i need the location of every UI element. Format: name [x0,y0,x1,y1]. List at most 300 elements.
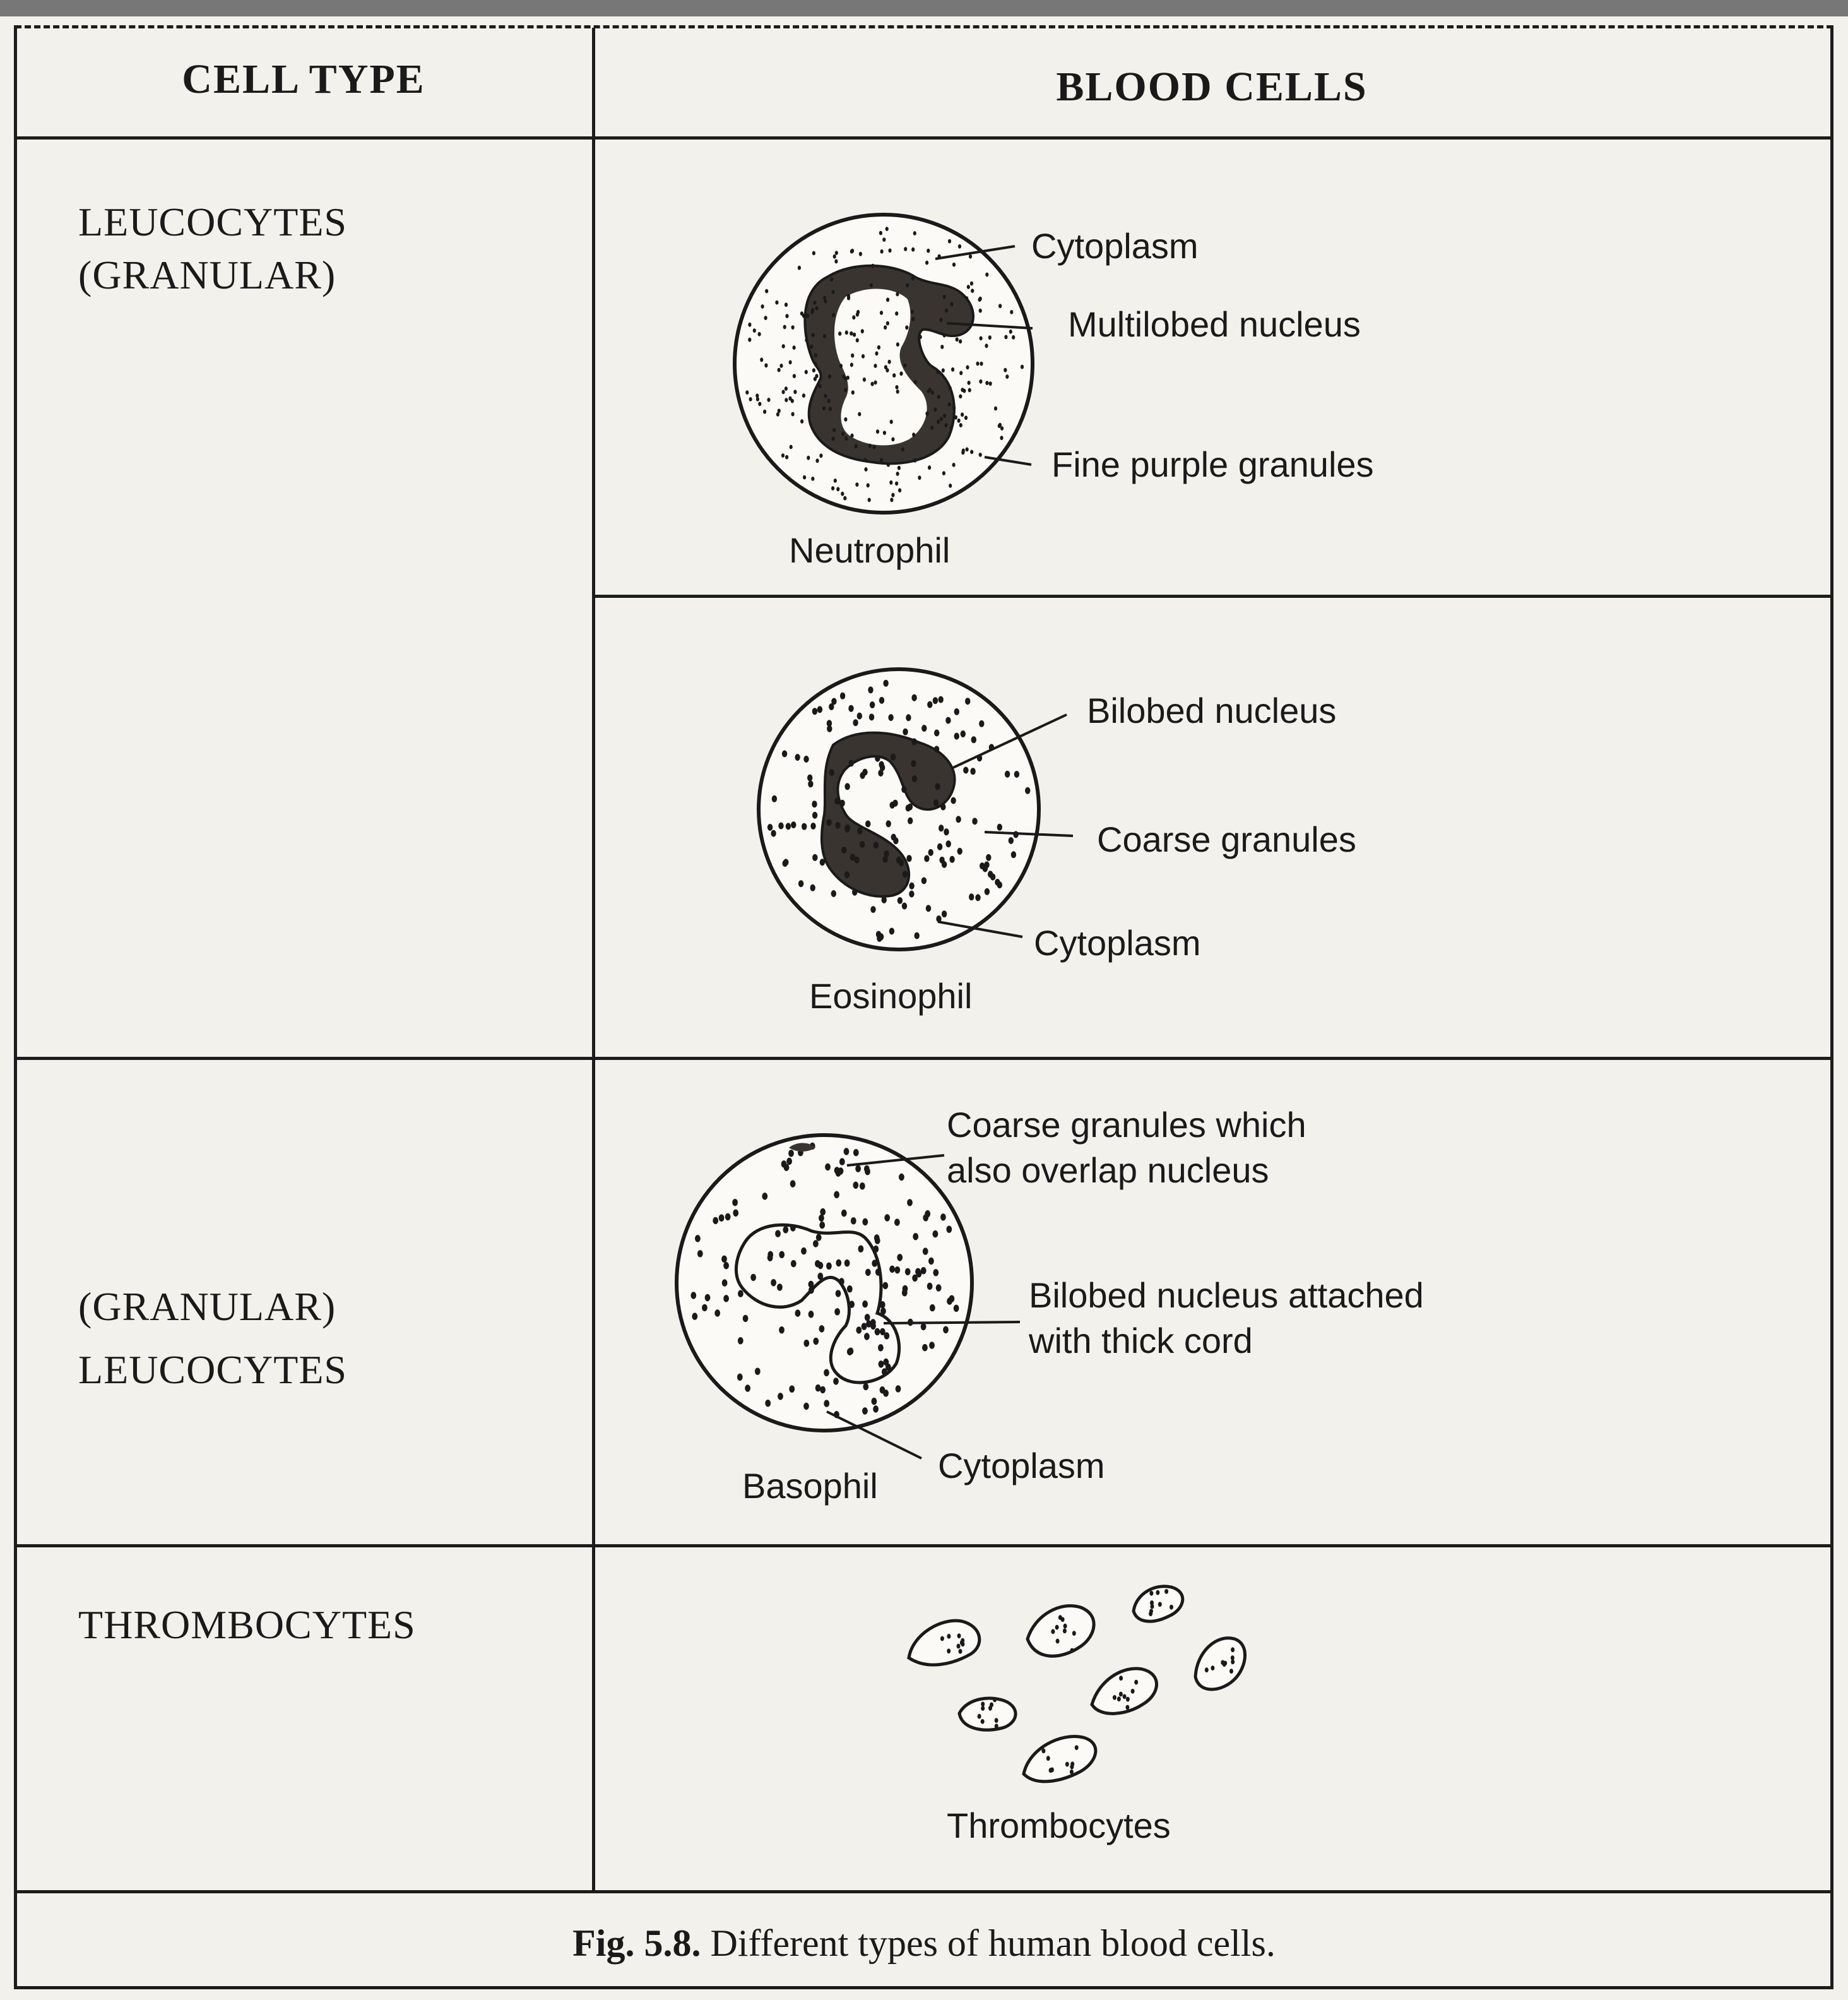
neutrophil-granule [901,448,904,452]
platelet-granule [990,1703,993,1708]
platelet-granule [1119,1676,1123,1681]
neutrophil-granule [959,371,962,376]
basophil-granule [818,1262,824,1269]
neutrophil-granule [831,290,834,294]
neutrophil-granule [895,482,898,486]
neutrophil-granule [785,386,788,391]
neutrophil-granule [823,334,826,338]
platelet-granule [1065,1762,1069,1767]
platelet-granule [1070,1648,1074,1653]
basophil-granule [889,1266,895,1273]
basophil-granule [882,1282,888,1289]
neutrophil-granule [925,261,928,265]
neutrophil-granule [753,328,756,333]
neutrophil-granule [952,263,956,267]
basophil-granule [863,1383,868,1390]
basophil-granule [923,1214,928,1221]
basophil-granule [745,1384,750,1391]
eosinophil-name: Eosinophil [809,976,973,1016]
eosinophil-granule [844,871,850,878]
neutrophil-granule [886,368,889,372]
neutrophil-granule [879,231,882,235]
basophil-granule [819,1222,825,1229]
platelet-granule [1063,1624,1067,1629]
neutrophil-label-fine-purple-granules: Fine purple granules [1051,444,1374,484]
eosinophil-granule [1009,837,1014,844]
neutrophil-granule [1005,374,1009,379]
neutrophil-granule [745,390,749,395]
platelet-granule [947,1648,951,1653]
platelet-granule [1063,1629,1067,1634]
neutrophil-granule [952,406,956,410]
basophil-granule [820,1386,826,1393]
neutrophil-granule [905,325,908,330]
neutrophil-granule [891,437,894,442]
neutrophil-granule [1004,368,1007,372]
platelet-granule [1131,1689,1135,1694]
basophil-granule [849,1301,855,1307]
neutrophil-granule [790,445,793,449]
neutrophil-granule [942,471,945,475]
neutrophil-label-cytoplasm: Cytoplasm [1031,226,1199,266]
eosinophil-granule [891,834,896,841]
neutrophil-granule [835,251,838,255]
caption-text: Different types of human blood cells. [710,1922,1276,1964]
basophil-granule [783,1226,788,1233]
neutrophil-granule [937,370,940,374]
neutrophil-granule [919,335,922,339]
basophil-granule [896,1385,901,1392]
thrombocytes-group [909,1586,1245,1782]
platelet-granule [1125,1705,1129,1710]
eosinophil-granule [903,871,908,878]
neutrophil-granule [891,493,894,497]
eosinophil-granule [857,828,862,835]
eosinophil-granule [934,730,939,737]
basophil-granule [755,1368,761,1375]
eosinophil-granule [812,812,817,819]
neutrophil-granule [844,417,847,422]
neutrophil-granule [889,480,892,485]
neutrophil-granule [838,331,841,336]
eosinophil-granule [972,818,977,824]
eosinophil-granule [970,768,975,775]
neutrophil-granule [844,436,848,441]
eosinophil-granule [908,804,913,811]
basophil-granule [907,1199,913,1206]
platelet-granule [1050,1768,1054,1773]
eosinophil-granule [901,786,906,793]
eosinophil-granule [848,760,853,767]
neutrophil-granule [989,381,992,386]
eosinophil-granule [883,680,888,687]
basophil-granule [865,1168,870,1175]
neutrophil-granule [815,458,819,463]
neutrophil-granule [952,463,956,467]
basophil-granule [779,1251,785,1258]
neutrophil-granule [782,390,785,395]
platelet-granule [961,1641,964,1646]
neutrophil-granule [985,381,988,385]
eosinophil-granule [984,861,989,868]
platelet-granule [1119,1692,1123,1697]
basophil-granule [824,1369,829,1376]
basophil-granule [777,1283,783,1290]
neutrophil-granule [791,325,795,330]
eosinophil-granule [971,736,976,743]
eosinophil-granule [831,890,836,897]
eosinophil-granule [868,686,873,693]
neutrophil-granule [748,323,751,327]
eosinophil-granule [949,856,954,863]
eosinophil-granule [979,720,984,727]
eosinophil-granule [812,801,817,807]
neutrophil-granule [760,358,763,362]
eosinophil-granule [924,855,929,862]
basophil-granule [836,1259,841,1266]
neutrophil-granule [913,231,916,235]
eosinophil-granule [865,821,870,828]
basophil-granule [936,1284,942,1291]
neutrophil-granule [967,285,970,289]
basophil-granule [795,1309,801,1316]
eosinophil-granule [877,935,882,942]
basophil-granule [714,1309,720,1316]
platelet-granule [978,1714,981,1719]
platelet-2 [1028,1606,1094,1657]
neutrophil-granule [812,368,815,372]
basophil-granule [897,1254,903,1261]
neutrophil-granule [748,338,751,342]
basophil-granule [725,1213,731,1220]
eosinophil-granule [940,804,945,811]
eosinophil-granule [954,708,959,715]
eosinophil-granule [848,705,853,712]
eosinophil-label-cytoplasm: Cytoplasm [1034,923,1201,963]
neutrophil-granule [813,301,816,305]
neutrophil-granule [979,309,982,313]
eosinophil-granule [1011,851,1016,858]
neutrophil-granule [940,345,944,349]
eosinophil-granule [778,823,783,830]
neutrophil-granule [779,364,783,368]
neutrophil-granule [887,463,890,467]
neutrophil-granule [943,414,946,418]
neutrophil-granule [841,492,844,496]
neutrophil-granule [850,363,853,367]
neutrophil-granule [850,249,853,254]
basophil-granule [778,1393,783,1400]
neutrophil-granule [805,370,808,374]
neutrophil-granule [962,448,965,453]
neutrophil-granule [930,426,933,430]
basophil-cell [677,1135,972,1431]
basophil-granule [927,1283,933,1290]
eosinophil-granule [911,760,916,767]
row3-cell-type-line1: THROMBOCYTES [78,1602,416,1647]
eosinophil-granule [954,733,959,740]
neutrophil-granule [954,415,957,420]
neutrophil-granule [883,431,886,435]
basophil-granule [789,1386,795,1393]
eosinophil-granule [951,797,956,804]
neutrophil-granule [944,423,947,427]
neutrophil-granule [843,496,846,501]
basophil-granule [788,1150,794,1157]
neutrophil-granule [862,354,865,359]
neutrophil-granule [819,453,822,458]
platelet-granule [1231,1655,1235,1660]
eosinophil-granule [889,928,894,935]
neutrophil-granule [814,362,817,367]
basophil-granule [878,1344,884,1351]
neutrophil-granule [988,335,992,340]
neutrophil-granule [815,306,819,311]
eosinophil-granule [857,713,862,720]
neutrophil-granule [793,374,796,378]
neutrophil-granule [951,367,954,372]
neutrophil-granule [765,289,768,294]
eosinophil-granule [956,816,961,823]
neutrophil-granule [871,382,874,386]
basophil-granule [820,1208,826,1215]
neutrophil-granule [945,309,948,313]
eosinophil-granule [896,857,901,864]
neutrophil-granule [968,388,971,393]
eosinophil-granule [909,891,914,898]
neutrophil-granule [785,302,788,307]
basophil-granule [872,1398,877,1405]
eosinophil-granule [798,880,803,887]
basophil-granule [813,1240,819,1247]
neutrophil-granule [903,364,906,368]
neutrophil-granule [880,249,884,254]
neutrophil-granule [814,377,817,381]
neutrophil-granule [841,432,844,436]
neutrophil-granule [855,482,858,487]
basophil-name: Basophil [742,1466,878,1506]
eosinophil-granule [844,783,850,790]
neutrophil-granule [812,333,815,337]
eosinophil-granule [808,780,813,787]
neutrophil-granule [896,342,899,347]
basophil-granule [865,1269,871,1276]
basophil-granule [762,1193,767,1199]
basophil-granule [880,1301,886,1308]
basophil-granule [875,1328,880,1335]
platelet-1 [909,1621,980,1665]
row1-cell-type-line1: LEUCOCYTES [78,199,347,244]
neutrophil-granule [950,426,953,430]
basophil-granule [801,1247,807,1254]
neutrophil-granule [870,283,873,288]
basophil-granule [733,1210,738,1217]
neutrophil-granule [911,310,914,314]
eosinophil-granule [933,697,938,704]
basophil-granule [922,1344,928,1351]
neutrophil-granule [785,455,788,460]
platelet-granule [981,1706,985,1711]
neutrophil-granule [814,353,817,357]
eosinophil-granule [997,824,1002,831]
eosinophil-granule [990,874,995,881]
basophil-granule [882,1368,887,1375]
eosinophil-granule [946,840,951,847]
neutrophil-granule [749,397,752,402]
neutrophil-granule [980,336,983,341]
neutrophil-granule [856,338,859,343]
neutrophil-granule [861,329,864,333]
eosinophil-granule [882,856,887,863]
eosinophil-granule [853,719,858,726]
eosinophil-granule [986,854,991,861]
neutrophil-granule [976,362,979,366]
basophil-granule [883,1390,889,1396]
neutrophil-granule [971,289,974,293]
eosinophil-granule [772,795,777,802]
basophil-granule [930,1304,935,1311]
neutrophil-granule [899,371,903,376]
basophil-granule [940,1213,946,1220]
platelet-granule [1164,1589,1168,1594]
basophil-granule [817,1273,823,1280]
neutrophil-granule [939,318,942,322]
basophil-granule [732,1199,738,1206]
basophil-label-coarse-granules-1: Coarse granules which [947,1105,1306,1145]
neutrophil-granule [994,407,997,411]
neutrophil-granule [912,432,915,437]
eosinophil-granule [1014,771,1019,778]
platelet-granule [1123,1694,1127,1699]
eosinophil-granule [810,823,815,830]
basophil-granule [825,1164,831,1170]
neutrophil-granule [855,444,858,448]
neutrophil-granule [758,332,761,336]
neutrophil-granule [928,465,931,470]
neutrophil-granule [836,487,839,491]
neutrophil-granule [833,254,836,259]
basophil-granule [767,1254,773,1261]
eosinophil-granule [882,896,887,903]
eosinophil-granule [897,897,903,904]
basophil-granule [862,1407,868,1414]
neutrophil-granule [898,488,901,492]
eosinophil-granule [911,738,916,745]
neutrophil-granule [767,398,770,402]
caption-fig-number: Fig. 5.8. [572,1922,701,1964]
neutrophil-granule [896,292,899,297]
neutrophil-granule [892,373,896,378]
neutrophil-granule [980,362,983,366]
eosinophil-granule [933,799,939,806]
basophil-granule [815,1384,821,1391]
neutrophil-granule [890,420,893,424]
basophil-granule [713,1217,718,1224]
platelet-granule [995,1723,998,1729]
figure-caption [0,1922,1848,1965]
eosinophil-granule [1005,771,1010,778]
neutrophil-granule [877,345,880,350]
basophil-granule [721,1256,727,1263]
platelet-granule [947,1634,951,1639]
neutrophil-granule [913,458,916,463]
basophil-label-bilobed-nucleus-1: Bilobed nucleus attached [1029,1275,1424,1315]
basophil-granule [705,1294,711,1301]
platelet-granule [1046,1756,1050,1761]
platelet-granule [1158,1602,1162,1607]
basophil-granule [816,1234,822,1241]
neutrophil-granule [943,295,946,299]
neutrophil-granule [868,444,872,448]
basophil-granule [862,1301,868,1307]
eosinophil-granule [937,843,942,850]
neutrophil-granule [937,420,940,424]
platelet-granule [1151,1604,1154,1609]
platelet-4 [1195,1638,1245,1689]
neutrophil-name: Neutrophil [789,530,951,570]
basophil-granule [722,1279,728,1286]
neutrophil-granule [785,398,788,402]
neutrophil-granule [1000,426,1004,431]
neutrophil-granule [863,378,866,382]
eosinophil-granule [802,823,807,830]
eosinophil-granule [909,883,914,890]
neutrophil-granule [845,330,848,335]
neutrophil-granule [886,321,889,326]
neutrophil-granule [810,345,813,349]
eosinophil-granule [939,696,944,703]
neutrophil-granule [959,339,962,343]
basophil-granule [874,1234,880,1241]
neutrophil-granule [874,381,877,385]
eosinophil-granule [935,783,940,790]
neutrophil-granule [886,297,889,302]
eosinophil-granule [852,889,857,896]
eosinophil-granule [985,888,990,895]
neutrophil-granule [868,498,871,503]
eosinophil-granule [817,706,822,713]
basophil-granule [921,1267,927,1274]
eosinophil-granule [834,797,839,804]
basophil-granule [738,1290,743,1297]
basophil-granule [902,1289,908,1296]
basophil-granule [690,1292,696,1299]
platelet-6 [959,1698,1016,1730]
neutrophil-granule [850,434,853,438]
basophil-granule [862,1218,868,1225]
platelet-granule [1072,1631,1076,1636]
basophil-granule [860,1182,865,1189]
basophil-granule [905,1268,911,1275]
eosinophil-granule [875,755,880,762]
neutrophil-granule [970,450,973,455]
platelet-granule [1117,1696,1121,1701]
eosinophil-label-bilobed-nucleus: Bilobed nucleus [1087,691,1337,730]
neutrophil-granule [906,283,909,288]
neutrophil-granule [832,313,835,318]
basophil-granule [899,1174,904,1181]
eosinophil-granule [860,841,865,848]
neutrophil-granule [880,458,883,462]
neutrophil-granule [890,497,893,502]
basophil-granule [839,1278,844,1285]
platelet-granule [1113,1695,1116,1700]
neutrophil-granule [810,310,814,314]
basophil-granule [839,1158,845,1165]
neutrophil-granule [834,479,837,483]
eosinophil-granule [921,725,927,732]
eosinophil-granule [791,821,796,828]
